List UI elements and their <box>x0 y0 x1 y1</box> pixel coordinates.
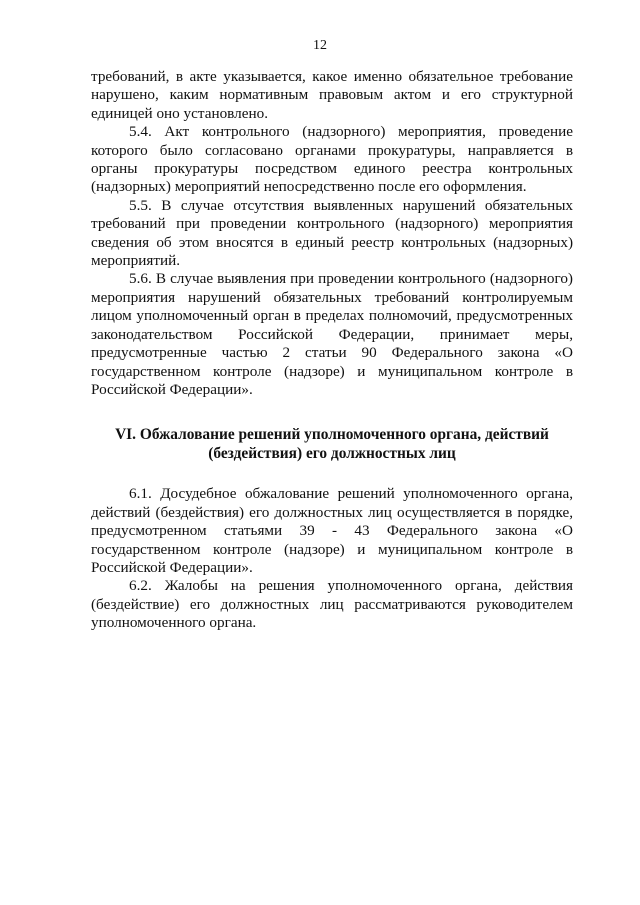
section-heading <box>91 425 573 463</box>
section-heading-line-1: VI. Обжалование решений уполномоченного органа, действий <box>115 426 549 444</box>
paragraph-continuation: требований, в акте указывается, какое именно обязательное требование нарушено, каким нормативным правовым актом и его структурной единицей оно установлено. <box>91 68 573 122</box>
document-body <box>91 68 573 633</box>
paragraph-6-2: 6.2. Жалобы на решения уполномоченного органа, действия (бездействие) его должностных лиц рассматриваются руководителем уполномоченного органа. <box>91 577 573 632</box>
paragraph-6-1: 6.1. Досудебное обжалование решений уполномоченного органа, действий (бездействия) его должностных лиц осуществляется в порядке, предусмотренном статьями 39 - 43 Федерального закона «О государственном контроле (надзоре) и муниципальном контроле в Российской Федерации». <box>91 485 573 576</box>
paragraph-5-5: 5.5. В случае отсутствия выявленных нарушений обязательных требований при проведении контрольного (надзорного) мероприятия сведения об этом вносятся в единый реестр контрольных (надзорных) мероприятий. <box>91 196 573 270</box>
page-number: 12 <box>313 38 327 53</box>
paragraph-5-4: 5.4. Акт контрольного (надзорного) мероприятия, проведение которого было согласовано органами прокуратуры, направляется в органы прокуратуры посредством единого реестра контрольных (надзорных) мероприятий непосредственно после его оформления. <box>91 123 573 196</box>
section-heading-line-2: (бездействия) его должностных лиц <box>208 445 456 463</box>
paragraph-5-6: 5.6. В случае выявления при проведении контрольного (надзорного) мероприятия нарушений обязательных требований контролируемым лицом уполномоченный орган в пределах полномочий, предусмотренных законодательством Российской Федерации, принимает меры, предусмотренные частью 2 статьи 90 Федерального закона «О государственном контроле (надзоре) и муниципальном контроле в Российской Федерации». <box>91 270 573 398</box>
